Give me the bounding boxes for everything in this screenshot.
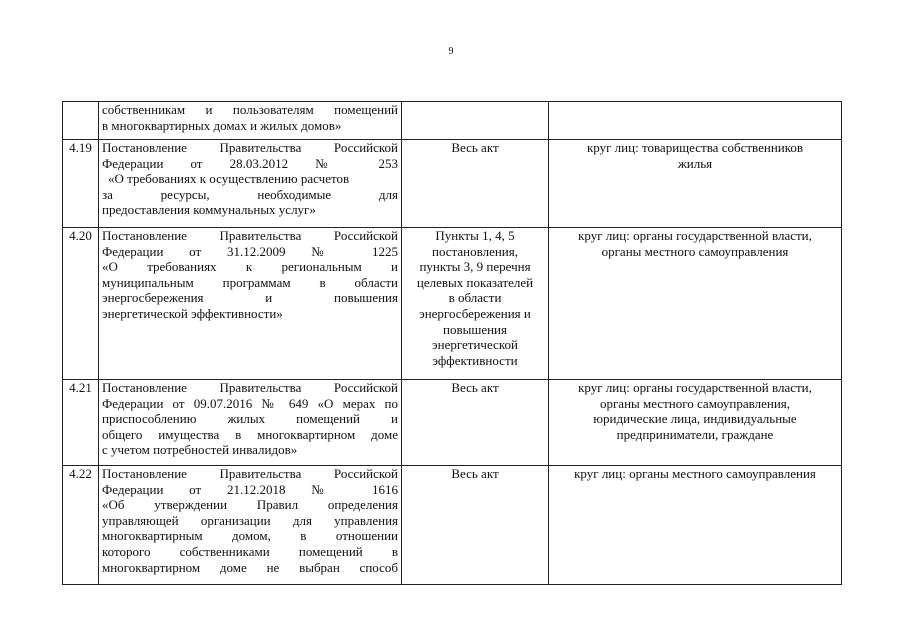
text-line: энергосбережения и: [419, 305, 531, 321]
text-line: Федерации от 21.12.2018 № 1616: [102, 481, 398, 497]
text-line: за ресурсы, необходимые для: [102, 186, 398, 202]
legal-acts-table: [62, 101, 842, 585]
text-line: эффективности: [432, 352, 518, 368]
text-line: «О требованиях к осуществлению расчетов: [108, 171, 350, 187]
text-line: энергосбережения и повышения: [102, 290, 398, 306]
table-row: [63, 228, 842, 380]
text-line: с учетом потребностей инвалидов»: [102, 442, 298, 458]
act-name: [99, 140, 402, 228]
text-line: жилья: [677, 155, 713, 171]
act-name: [99, 102, 402, 140]
text-line: Весь акт: [451, 466, 499, 481]
text-line: Федерации от 09.07.2016 № 649 «О мерах по: [102, 395, 398, 411]
text-line: Постановление Правительства Российской: [102, 380, 398, 395]
row-number: 4.19: [63, 140, 99, 228]
row-number: [63, 102, 99, 140]
text-line: которого собственниками помещений в: [102, 543, 398, 559]
act-name: [99, 228, 402, 380]
text-line: многоквартирном доме не выбран способ: [102, 559, 398, 575]
table-row: [63, 102, 842, 140]
text-line: энергетической эффективности»: [102, 305, 283, 321]
text-line: Постановление Правительства Российской: [102, 466, 398, 481]
text-line: предприниматели, граждане: [616, 426, 774, 442]
text-line: круг лиц: органы государственной власти,: [578, 228, 812, 243]
act-scope: [402, 102, 549, 140]
text-line: предоставления коммунальных услуг»: [102, 202, 316, 218]
act-scope: [402, 466, 549, 585]
text-line: постановления,: [432, 243, 518, 259]
act-scope: [402, 140, 549, 228]
row-number: 4.22: [63, 466, 99, 585]
text-line: Весь акт: [451, 140, 499, 155]
text-line: целевых показателей: [416, 274, 534, 290]
text-line: «О требованиях к региональным и: [102, 259, 398, 275]
text-line: круг лиц: органы местного самоуправления: [574, 466, 816, 481]
text-line: Постановление Правительства Российской: [102, 140, 398, 155]
text-line: Постановление Правительства Российской: [102, 228, 398, 243]
act-subject: [549, 228, 842, 380]
text-line: муниципальным программам в области: [102, 274, 398, 290]
text-line: многоквартирным домом, в отношении: [102, 528, 398, 544]
act-scope: [402, 228, 549, 380]
text-line: юридические лица, индивидуальные: [593, 411, 797, 427]
text-line: Пункты 1, 4, 5: [435, 228, 515, 243]
text-line: Весь акт: [451, 380, 499, 395]
table-row: [63, 380, 842, 466]
table-row: [63, 466, 842, 585]
text-line: органы местного самоуправления,: [599, 395, 791, 411]
text-line: общего имущества в многоквартирном доме: [102, 426, 398, 442]
page-number: 9: [448, 46, 454, 57]
text-line: повышения: [442, 321, 507, 337]
act-subject: [549, 102, 842, 140]
text-line: Федерации от 28.03.2012 № 253: [102, 155, 398, 171]
text-line: круг лиц: органы государственной власти,: [578, 380, 812, 395]
text-line: собственникам и пользователям помещений: [102, 102, 398, 117]
act-subject: [549, 466, 842, 585]
act-scope: [402, 380, 549, 466]
text-line: в области: [448, 290, 502, 306]
act-subject: [549, 140, 842, 228]
text-line: органы местного самоуправления: [601, 243, 789, 259]
text-line: «Об утверждении Правил определения: [102, 497, 398, 513]
text-line: управляющей организации для управления: [102, 512, 398, 528]
act-subject: [549, 380, 842, 466]
text-line: Федерации от 31.12.2009 № 1225: [102, 243, 398, 259]
row-number: 4.20: [63, 228, 99, 380]
text-line: пункты 3, 9 перечня: [419, 259, 531, 275]
act-name: [99, 380, 402, 466]
text-line: в многоквартирных домах и жилых домов»: [102, 117, 342, 133]
row-number: 4.21: [63, 380, 99, 466]
text-line: круг лиц: товарищества собственников: [586, 140, 804, 155]
act-name: [99, 466, 402, 585]
text-line: приспособлению жилых помещений и: [102, 411, 398, 427]
text-line: энергетической: [432, 337, 518, 353]
table-row: [63, 140, 842, 228]
